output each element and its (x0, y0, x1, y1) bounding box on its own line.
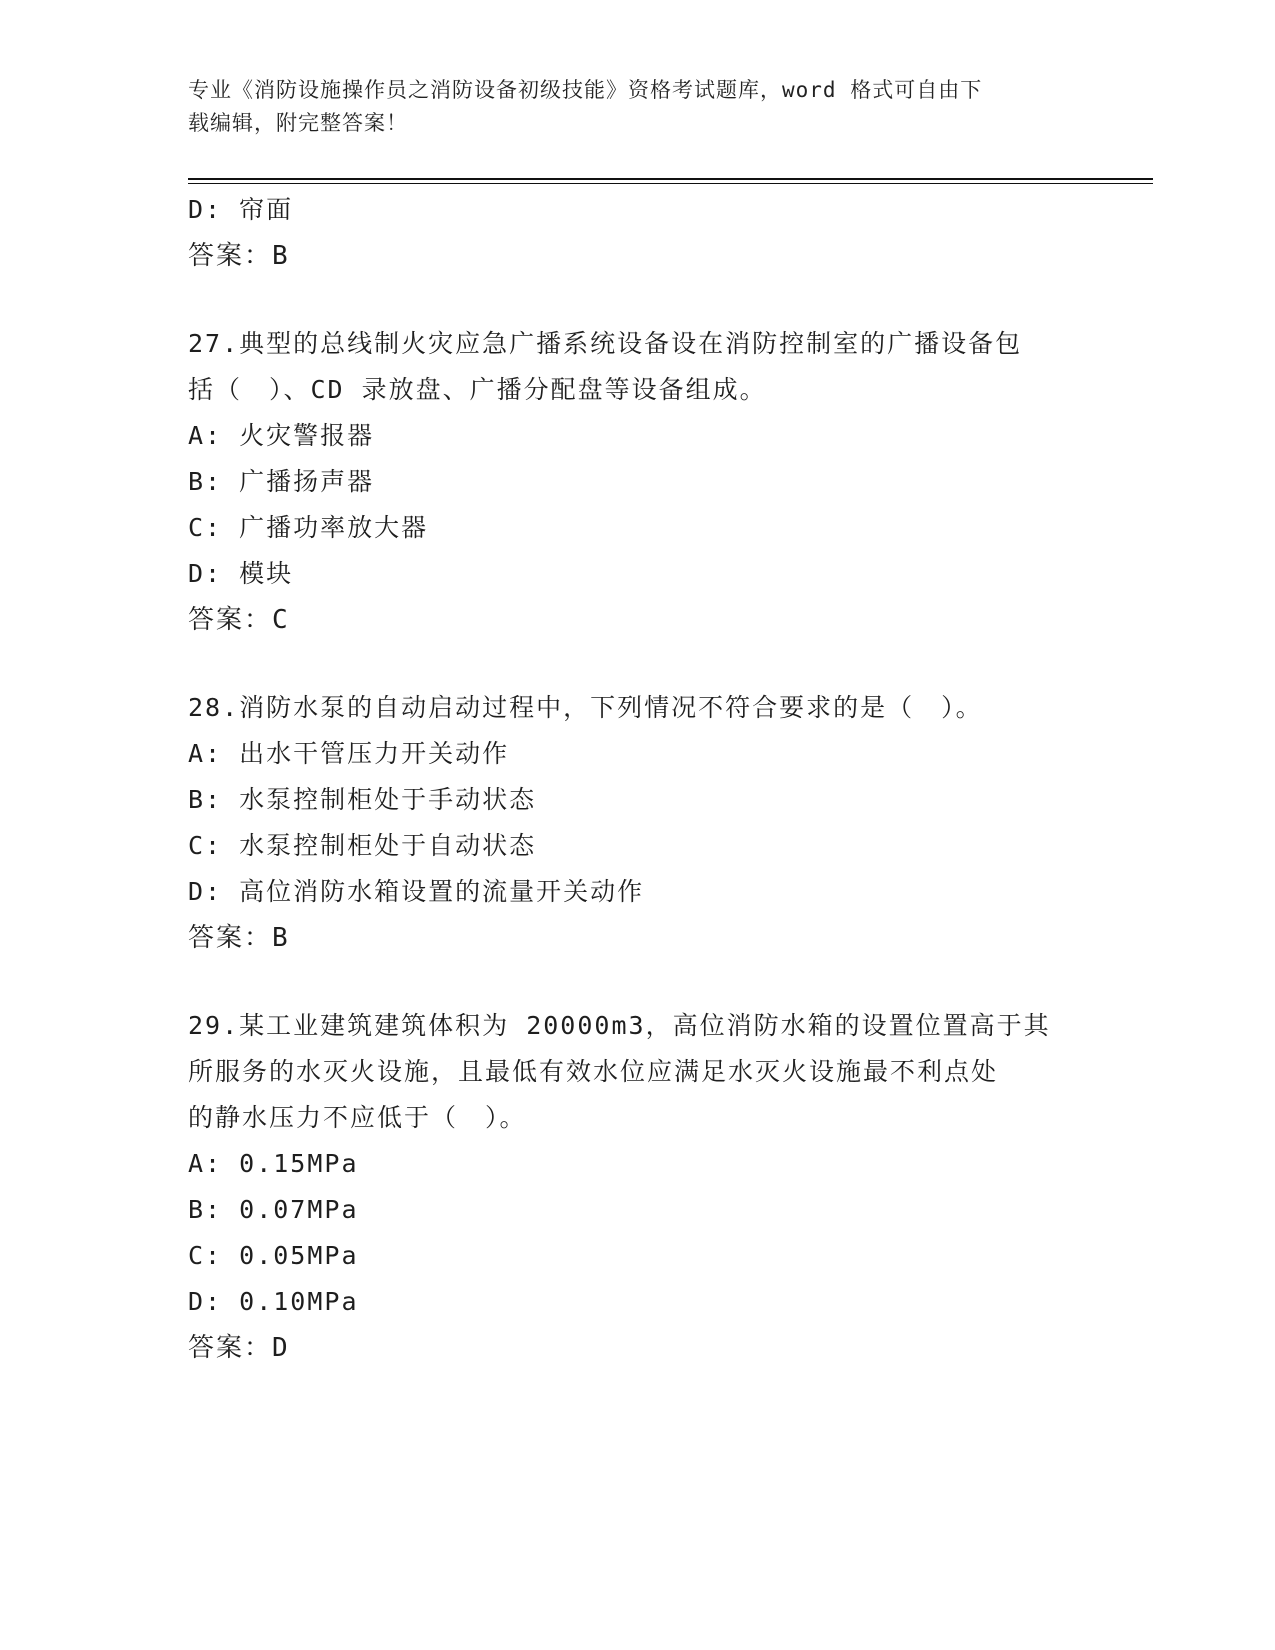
question-content (188, 187, 1088, 1371)
answer: 答案：C (188, 605, 290, 635)
option-a: A: 出水干管压力开关动作 (188, 739, 510, 768)
answer: 答案：B (188, 241, 290, 271)
spacer (188, 279, 1088, 321)
header-rule-thin (188, 183, 1153, 184)
option-d: D: 模块 (188, 559, 294, 588)
option-d: D: 帘面 (188, 195, 294, 224)
page-header (188, 74, 1088, 140)
option-c: C: 0.05MPa (188, 1241, 359, 1270)
option-c: C: 广播功率放大器 (188, 513, 429, 542)
question-27 (188, 321, 1088, 643)
question-stem-line: 括（ ）、CD 录放盘、广播分配盘等设备组成。 (188, 375, 767, 404)
option-d: D: 高位消防水箱设置的流量开关动作 (188, 877, 645, 906)
header-line-2: 载编辑，附完整答案！ (188, 111, 408, 135)
option-d: D: 0.10MPa (188, 1287, 359, 1316)
option-b: B: 广播扬声器 (188, 467, 375, 496)
header-line-1: 专业《消防设施操作员之消防设备初级技能》资格考试题库，word 格式可自由下 (188, 78, 983, 102)
answer: 答案：B (188, 923, 290, 953)
previous-question-tail (188, 187, 1088, 279)
spacer (188, 643, 1088, 685)
question-stem-line: 29.某工业建筑建筑体积为 20000m3，高位消防水箱的设置位置高于其 (188, 1011, 1051, 1040)
option-a: A: 火灾警报器 (188, 421, 375, 450)
spacer (188, 961, 1088, 1003)
option-a: A: 0.15MPa (188, 1149, 359, 1178)
question-stem-line: 27.典型的总线制火灾应急广播系统设备设在消防控制室的广播设备包 (188, 329, 1023, 358)
question-29 (188, 1003, 1088, 1371)
question-stem-line: 28.消防水泵的自动启动过程中，下列情况不符合要求的是（ ）。 (188, 693, 983, 722)
answer: 答案：D (188, 1333, 290, 1363)
option-c: C: 水泵控制柜处于自动状态 (188, 831, 537, 860)
question-stem-line: 所服务的水灭火设施，且最低有效水位应满足水灭火设施最不利点处 (188, 1057, 999, 1086)
option-b: B: 水泵控制柜处于手动状态 (188, 785, 537, 814)
question-28 (188, 685, 1088, 961)
header-rule-thick (188, 178, 1153, 180)
option-b: B: 0.07MPa (188, 1195, 359, 1224)
question-stem-line: 的静水压力不应低于（ ）。 (188, 1103, 527, 1132)
